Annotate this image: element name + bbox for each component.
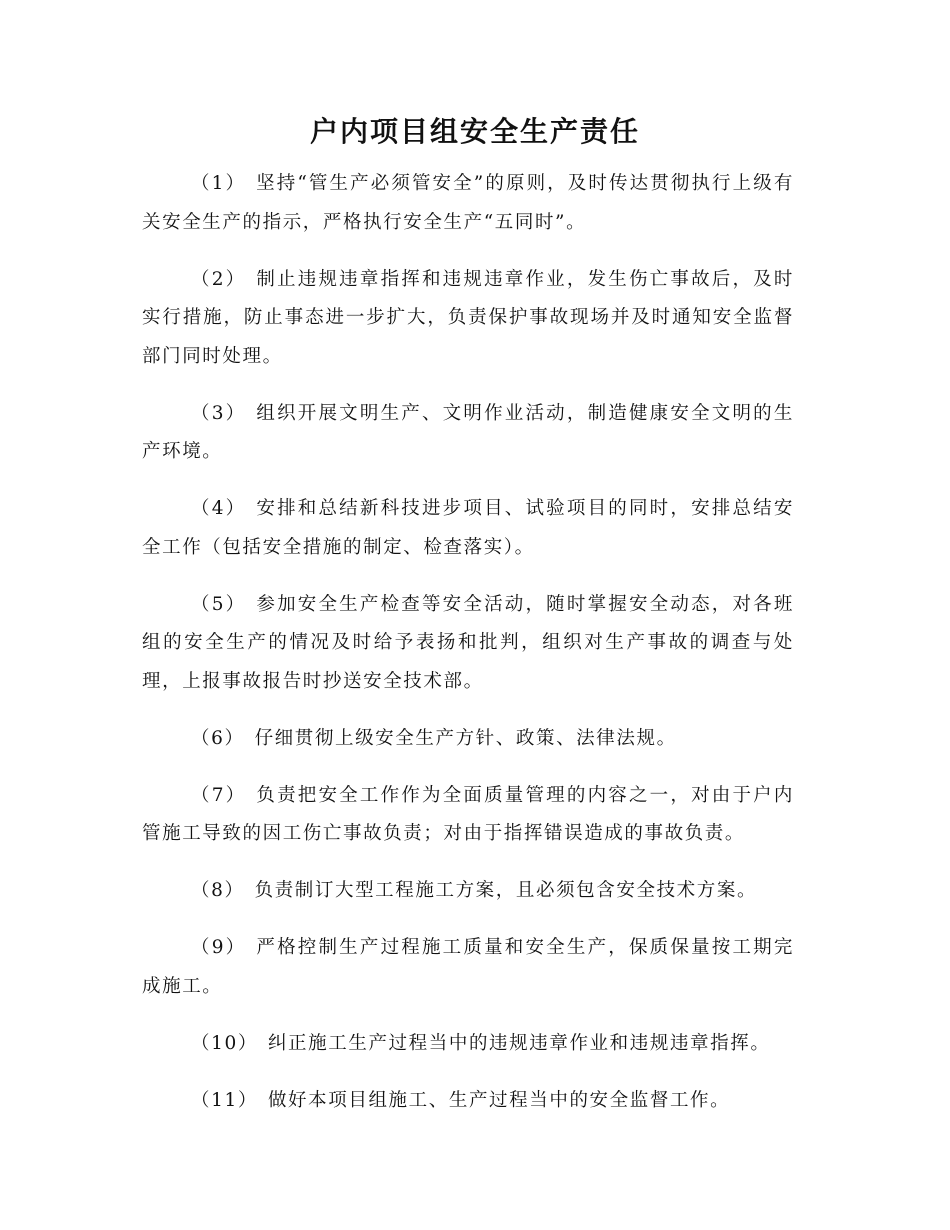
list-item [142, 1082, 794, 1121]
item-text: 负责制订大型工程施工方案，且必须包含安全技术方案。 [254, 880, 758, 901]
list-item [142, 720, 794, 759]
list-item [142, 261, 794, 377]
item-text: 做好本项目组施工、生产过程当中的安全监督工作。 [267, 1089, 731, 1111]
item-number: （8） [191, 880, 245, 901]
list-item [142, 395, 794, 472]
list-item [142, 1025, 794, 1064]
list-item [142, 777, 794, 854]
item-text: 制止违规违章指挥和违规违章作业，发生伤亡事故后，及时实行措施，防止事态进一步扩大，负责保护事故现场并及时通知安全监督部门同时处理。 [142, 268, 794, 367]
item-number: （7） [191, 784, 247, 806]
list-item [142, 586, 794, 702]
item-number: （2） [191, 268, 247, 290]
item-text: 组织开展文明生产、文明作业活动，制造健康安全文明的生产环境。 [142, 402, 794, 462]
item-text: 仔细贯彻上级安全生产方针、政策、法律法规。 [254, 727, 677, 749]
item-number: （1） [191, 173, 247, 194]
list-item [142, 165, 794, 242]
item-number: （9） [191, 937, 247, 958]
item-number: （5） [191, 593, 247, 615]
item-text: 负责把安全工作作为全面质量管理的内容之一，对由于户内管施工导致的因工伤亡事故负责；对由于指挥错误造成的事故负责。 [142, 784, 794, 844]
document-title: 户内项目组安全生产责任 [309, 115, 640, 148]
item-number: （11） [191, 1089, 258, 1111]
item-text: 安排和总结新科技进步项目、试验项目的同时，安排总结安全工作（包括安全措施的制定、检查落实）。 [142, 498, 794, 558]
item-text: 坚持“管生产必须管安全”的原则，及时传达贯彻执行上级有关安全生产的指示，严格执行安全生产“五同时”。 [142, 173, 794, 233]
item-text: 参加安全生产检查等安全活动，随时掌握安全动态，对各班组的安全生产的情况及时给予表扬和批判，组织对生产事故的调查与处理，上报事故报告时抄送安全技术部。 [142, 593, 794, 692]
item-number: （4） [191, 498, 247, 519]
list-item [142, 490, 794, 567]
item-number: （6） [191, 727, 245, 749]
item-text: 严格控制生产过程施工质量和安全生产，保质保量按工期完成施工。 [142, 937, 794, 997]
list-item [142, 872, 794, 911]
item-number: （3） [191, 402, 247, 424]
item-number: （10） [191, 1032, 258, 1054]
list-item [142, 929, 794, 1006]
item-text: 纠正施工生产过程当中的违规违章作业和违规违章指挥。 [267, 1032, 771, 1054]
responsibility-list [142, 165, 794, 1139]
